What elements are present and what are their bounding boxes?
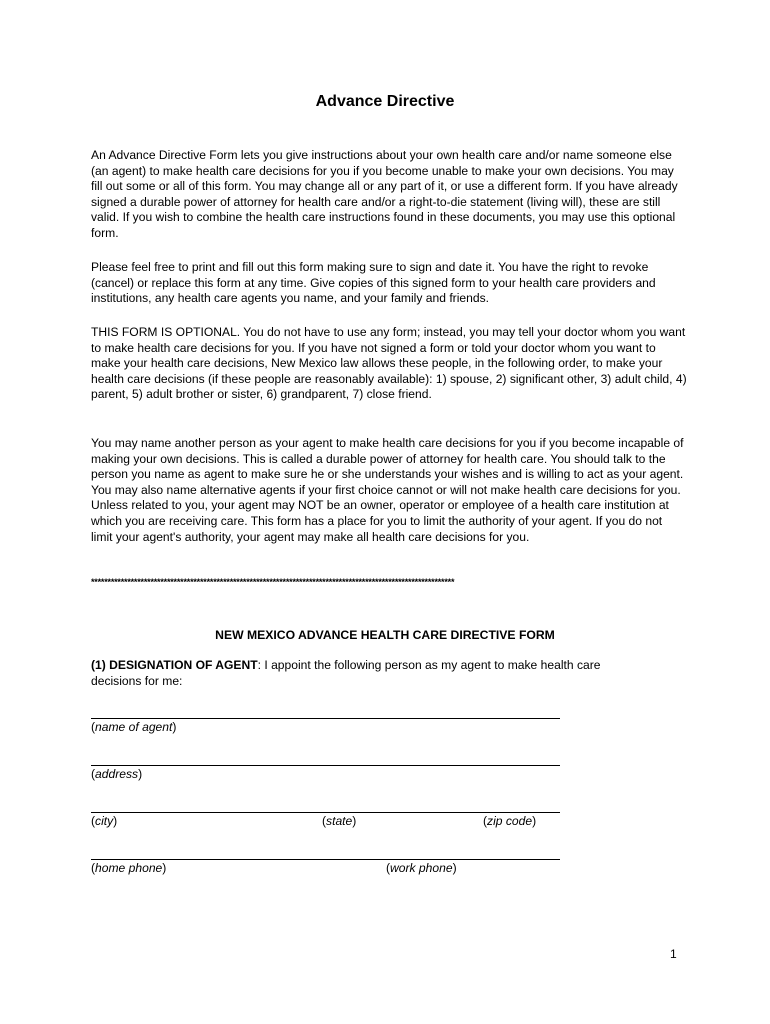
- home-phone-label: (home phone): [91, 861, 167, 875]
- separator-line: **************************************************************************************************************: [91, 577, 455, 587]
- zip-code-label: (zip code): [483, 814, 537, 828]
- name-of-agent-label: (name of agent): [91, 720, 177, 734]
- city-state-zip-field[interactable]: [91, 812, 560, 813]
- form-title: NEW MEXICO ADVANCE HEALTH CARE DIRECTIVE FORM: [215, 628, 555, 642]
- state-label: (state): [322, 814, 357, 828]
- intro-paragraph: An Advance Directive Form lets you give instructions about your own health care and/or name someone else (an agent) to make health care decisions for you if you become unable to make your own decisions. You may fill out some or all of this form. You may change all or any part of it, or use a different form. If you have already signed a durable power of attorney for health care and/or a right-to-die statement (living will), these are still valid. If you wish to combine the health care instructions found in these documents, you may use this optional form.: [91, 148, 678, 240]
- section-label: (1) DESIGNATION OF AGENT: [91, 658, 258, 672]
- name-of-agent-field[interactable]: [91, 718, 560, 719]
- phone-field[interactable]: [91, 859, 560, 860]
- section-text: : I appoint the following person as my agent to make health care decisions for me:: [91, 658, 601, 688]
- address-field[interactable]: [91, 765, 560, 766]
- address-label: (address): [91, 767, 143, 781]
- optional-paragraph: THIS FORM IS OPTIONAL. You do not have to use any form; instead, you may tell your doctor whom you want to make health care decisions for you. If you have not signed a form or told your doctor whom you want to make your health care decisions, New Mexico law allows these people, in the following order, to make your health care decisions (if these people are reasonably available): 1) spouse, 2) significant other, 3) adult child, 4) parent, 5) adult brother or sister, 6) grandparent, 7) close friend.: [91, 325, 687, 402]
- work-phone-label: (work phone): [386, 861, 457, 875]
- document-title: Advance Directive: [315, 93, 455, 110]
- city-label: (city): [91, 814, 118, 828]
- section-designation-of-agent: [91, 658, 651, 689]
- agent-paragraph: You may name another person as your agent to make health care decisions for you if you become incapable of making your own decisions. This is called a durable power of attorney for health care. You should talk to the person you name as agent to make sure he or she understands your wishes and is willing to act as your agent. You may also name alternative agents if your first choice cannot or will not make health care decisions for you. Unless related to you, your agent may NOT be an owner, operator or employee of a health care institution at which you are receiving care. This form has a place for you to limit the authority of your agent. If you do not limit your agent's authority, your agent may make all health care decisions for you.: [91, 436, 684, 544]
- page-number: 1: [670, 947, 677, 961]
- rights-paragraph: Please feel free to print and fill out this form making sure to sign and date it. You have the right to revoke (cancel) or replace this form at any time. Give copies of this signed form to your health care providers and institutions, any health care agents you name, and your family and friends.: [91, 260, 656, 306]
